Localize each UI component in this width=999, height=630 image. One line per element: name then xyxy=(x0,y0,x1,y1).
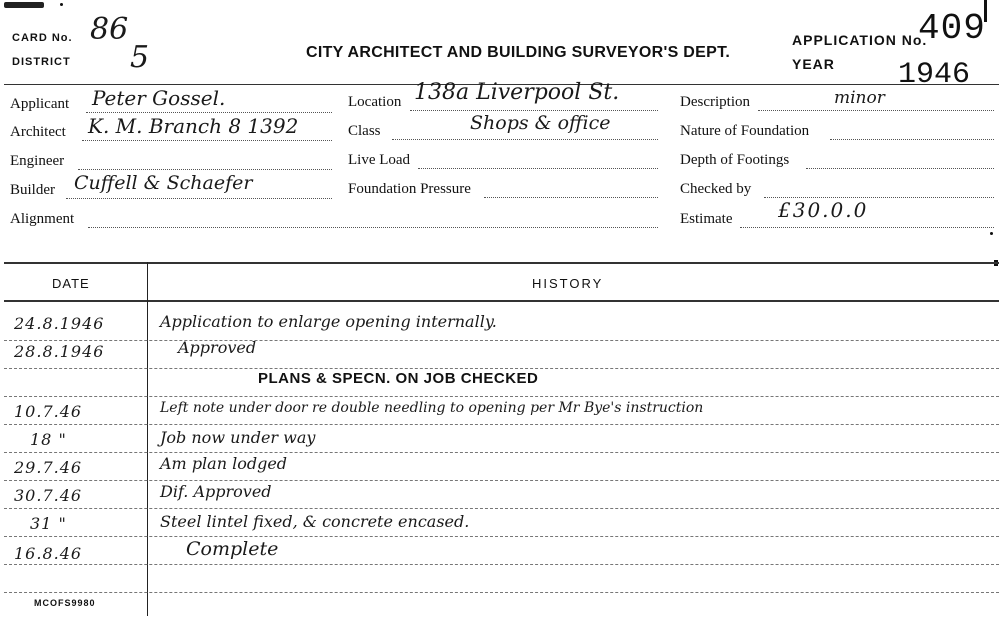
card-no-label: CARD No. xyxy=(12,32,73,44)
row-line xyxy=(4,592,999,593)
history-date: 30.7.46 xyxy=(14,486,83,505)
nature-of-foundation-line xyxy=(830,139,994,140)
live-load-label: Live Load xyxy=(348,152,411,168)
department-title: CITY ARCHITECT AND BUILDING SURVEYOR'S DEPT. xyxy=(306,44,731,61)
estimate-line xyxy=(740,227,994,228)
history-date: 24.8.1946 xyxy=(14,314,105,333)
row-line xyxy=(4,340,999,341)
card-no-value: 86 xyxy=(90,12,129,47)
nature-of-foundation-label: Nature of Foundation xyxy=(680,123,810,139)
engineer-line xyxy=(78,169,332,170)
builder-line xyxy=(66,198,332,199)
row-line xyxy=(4,396,999,397)
depth-of-footings-label: Depth of Footings xyxy=(680,152,790,168)
row-line xyxy=(4,424,999,425)
location-label: Location xyxy=(348,94,402,110)
year-label: YEAR xyxy=(792,56,835,72)
class-line xyxy=(392,139,658,140)
alignment-label: Alignment xyxy=(10,211,75,227)
history-entry: Complete xyxy=(186,538,279,560)
architect-label: Architect xyxy=(10,124,66,140)
row-line xyxy=(4,452,999,453)
builder-label: Builder xyxy=(10,182,55,198)
history-entry: Job now under way xyxy=(160,428,316,447)
live-load-line xyxy=(418,168,658,169)
depth-of-footings-line xyxy=(806,168,994,169)
alignment-line xyxy=(88,227,658,228)
description-label: Description xyxy=(680,94,750,110)
plans-checked-stamp: PLANS & SPECN. ON JOB CHECKED xyxy=(258,370,539,387)
year-value: 1946 xyxy=(898,58,971,92)
history-date: 18 " xyxy=(30,430,67,449)
location-line xyxy=(410,110,658,111)
table-header-divider xyxy=(4,300,999,302)
history-date: 10.7.46 xyxy=(14,402,83,421)
architect-line xyxy=(82,140,332,141)
application-value: 409 xyxy=(918,8,986,49)
ink-speck xyxy=(60,3,63,6)
application-label: APPLICATION No. xyxy=(792,32,928,48)
description-value: minor xyxy=(834,88,885,108)
checked-by-label: Checked by xyxy=(680,181,752,197)
table-top-border xyxy=(4,262,999,264)
history-date: 31 " xyxy=(30,514,67,533)
history-entry: Steel lintel fixed, & concrete encased. xyxy=(160,512,470,531)
history-entry: Dif. Approved xyxy=(160,482,272,501)
history-entry: Left note under door re double needling to opening per Mr Bye's instruction xyxy=(160,400,704,416)
applicant-value: Peter Gossel. xyxy=(92,86,226,110)
history-date: 28.8.1946 xyxy=(14,342,105,361)
history-entry: Am plan lodged xyxy=(160,454,288,473)
foundation-pressure-line xyxy=(484,197,658,198)
date-header: DATE xyxy=(52,276,90,291)
engineer-label: Engineer xyxy=(10,153,65,169)
location-value: 138a Liverpool St. xyxy=(414,80,620,105)
row-line xyxy=(4,564,999,565)
class-label: Class xyxy=(348,123,381,139)
history-date: 16.8.46 xyxy=(14,544,83,563)
form-code: MCOFS9980 xyxy=(34,598,96,608)
history-header: HISTORY xyxy=(532,276,604,291)
history-entry: Approved xyxy=(178,338,257,357)
class-value: Shops & office xyxy=(470,112,611,134)
applicant-label: Applicant xyxy=(10,96,70,112)
ink-smudge xyxy=(4,2,44,8)
row-line xyxy=(4,536,999,537)
description-line xyxy=(758,110,994,111)
ink-speck xyxy=(990,232,993,235)
row-line xyxy=(4,508,999,509)
row-line xyxy=(4,480,999,481)
builder-value: Cuffell & Schaefer xyxy=(74,172,253,194)
district-value: 5 xyxy=(130,40,150,75)
applicant-line xyxy=(86,112,332,113)
estimate-label: Estimate xyxy=(680,211,733,227)
history-date: 29.7.46 xyxy=(14,458,83,477)
estimate-value: £30.0.0 xyxy=(778,198,869,222)
row-line xyxy=(4,368,999,369)
history-entry: Application to enlarge opening internally. xyxy=(160,312,497,331)
foundation-pressure-label: Foundation Pressure xyxy=(348,181,471,197)
architect-value: K. M. Branch 8 1392 xyxy=(88,114,299,138)
district-label: DISTRICT xyxy=(12,56,71,68)
